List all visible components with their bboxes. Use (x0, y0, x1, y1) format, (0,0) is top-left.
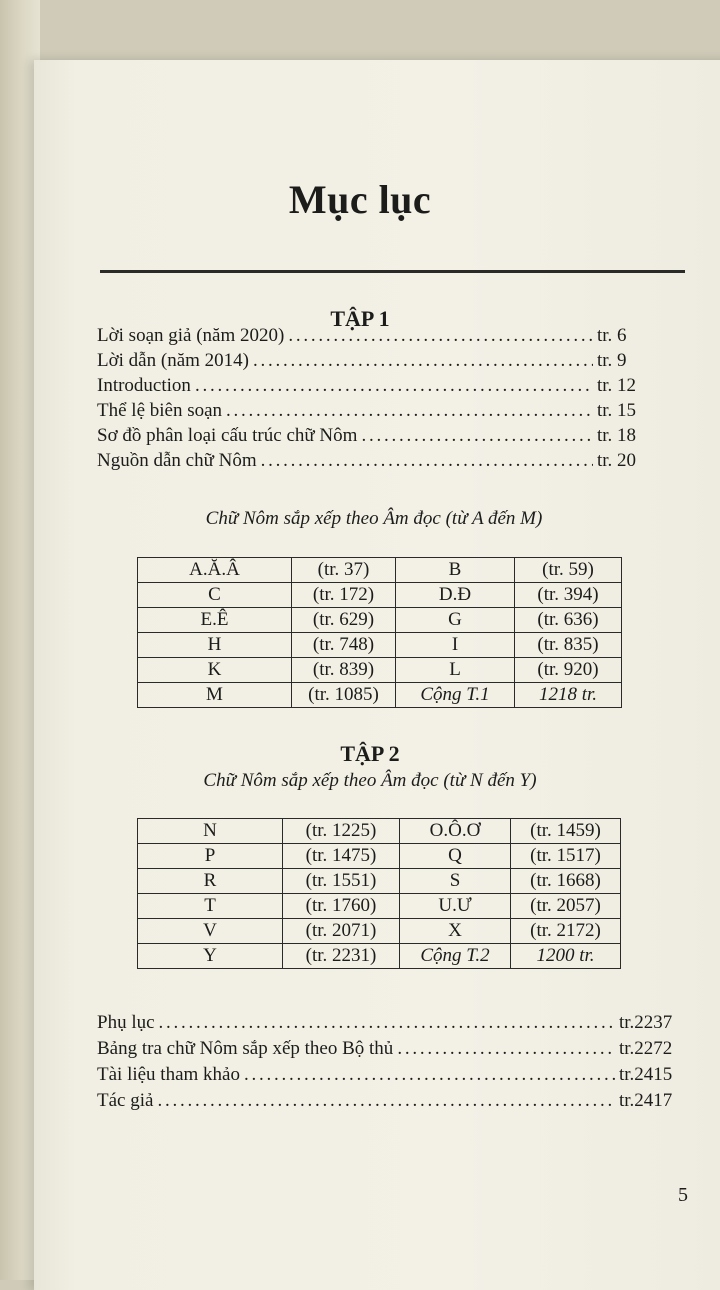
vol1-heading: TẬP 1 (330, 306, 390, 331)
toc-entry (97, 1010, 687, 1036)
toc-entry-label: Introduction (97, 375, 191, 396)
table-cell: I (396, 633, 515, 658)
table-row (138, 919, 621, 944)
toc-leader-dots (157, 1088, 615, 1114)
toc-leader-dots (159, 1010, 615, 1036)
table-cell: Cộng T.2 (400, 944, 511, 969)
toc-entry (97, 1062, 687, 1088)
toc-leader-dots (288, 323, 593, 349)
table-row (138, 894, 621, 919)
toc-entry (97, 1088, 687, 1114)
table-cell: S (400, 869, 511, 894)
toc-entry-label: Tác giả (97, 1090, 154, 1111)
toc-entry-label: Lời dẫn (năm 2014) (97, 350, 249, 371)
table-cell: N (138, 819, 283, 844)
table-cell: (tr. 37) (292, 558, 396, 583)
table-cell: (tr. 839) (292, 658, 396, 683)
table-cell: R (138, 869, 283, 894)
table-row (138, 583, 622, 608)
table-cell: D.Đ (396, 583, 515, 608)
toc-entry-page: tr.2417 (619, 1090, 673, 1111)
table-cell: (tr. 920) (515, 658, 622, 683)
table-cell: P (138, 844, 283, 869)
toc-entry-page: tr. 6 (597, 325, 627, 346)
table-cell: C (138, 583, 292, 608)
table-row (138, 608, 622, 633)
table-cell: (tr. 636) (515, 608, 622, 633)
table-cell: (tr. 2057) (511, 894, 621, 919)
toc-entry-page: tr.2415 (619, 1064, 673, 1085)
toc-entry (97, 373, 657, 399)
toc-entry-label: Nguồn dẫn chữ Nôm (97, 450, 257, 471)
table-cell: G (396, 608, 515, 633)
table-cell: (tr. 172) (292, 583, 396, 608)
table-cell: T (138, 894, 283, 919)
toc-entry-page: tr. 18 (597, 425, 637, 446)
table-cell: Cộng T.1 (396, 683, 515, 708)
toc-leader-dots (226, 398, 593, 424)
table-cell: (tr. 2231) (283, 944, 400, 969)
vol2-heading: TẬP 2 (340, 741, 400, 766)
table-cell: (tr. 1551) (283, 869, 400, 894)
table-row (138, 683, 622, 708)
table-cell: L (396, 658, 515, 683)
table-cell: (tr. 1085) (292, 683, 396, 708)
table-cell: (tr. 394) (515, 583, 622, 608)
toc-leader-dots (244, 1062, 615, 1088)
toc-entry (97, 348, 657, 374)
table-cell: (tr. 1760) (283, 894, 400, 919)
table-cell: X (400, 919, 511, 944)
table-row (138, 819, 621, 844)
vol2-table (137, 818, 621, 969)
table-cell: (tr. 835) (515, 633, 622, 658)
toc-entry-label: Tài liệu tham khảo (97, 1064, 240, 1085)
table-cell: (tr. 1475) (283, 844, 400, 869)
table-cell: A.Ă.Â (138, 558, 292, 583)
table-cell: 1200 tr. (511, 944, 621, 969)
toc-entry (97, 423, 657, 449)
table-cell: (tr. 629) (292, 608, 396, 633)
table-cell: Q (400, 844, 511, 869)
toc-entry-label: Sơ đồ phân loại cấu trúc chữ Nôm (97, 425, 358, 446)
table-cell: (tr. 1668) (511, 869, 621, 894)
table-cell: (tr. 748) (292, 633, 396, 658)
toc-entry-label: Phụ lục (97, 1012, 155, 1033)
table-cell: (tr. 1517) (511, 844, 621, 869)
toc-entry (97, 398, 657, 424)
table-cell: (tr. 59) (515, 558, 622, 583)
toc-entry-page: tr. 12 (597, 375, 637, 396)
toc-entry-page: tr. 9 (597, 350, 627, 371)
table-cell: (tr. 1225) (283, 819, 400, 844)
table-cell: (tr. 1459) (511, 819, 621, 844)
table-row (138, 944, 621, 969)
page-title: Mục lục (288, 177, 432, 222)
toc-leader-dots (397, 1036, 615, 1062)
table-cell: V (138, 919, 283, 944)
table-cell: K (138, 658, 292, 683)
title-rule (100, 270, 685, 273)
toc-entry-label: Bảng tra chữ Nôm sắp xếp theo Bộ thủ (97, 1038, 394, 1059)
table-row (138, 658, 622, 683)
table-cell: (tr. 2071) (283, 919, 400, 944)
vol1-table (137, 557, 622, 708)
table-row (138, 633, 622, 658)
table-cell: E.Ê (138, 608, 292, 633)
table-cell: M (138, 683, 292, 708)
table-cell: (tr. 2172) (511, 919, 621, 944)
table-row (138, 869, 621, 894)
toc-entry (97, 448, 657, 474)
toc-entry (97, 1036, 687, 1062)
toc-entry-page: tr. 20 (597, 450, 637, 471)
toc-leader-dots (261, 448, 593, 474)
toc-entry (97, 323, 657, 349)
toc-entry-label: Lời soạn giả (năm 2020) (97, 325, 285, 346)
toc-entry-label: Thể lệ biên soạn (97, 400, 223, 421)
vol2-subtitle: Chữ Nôm sắp xếp theo Âm đọc (từ N đến Y) (203, 770, 537, 791)
table-cell: H (138, 633, 292, 658)
table-cell: 1218 tr. (515, 683, 622, 708)
vol1-subtitle: Chữ Nôm sắp xếp theo Âm đọc (từ A đến M) (205, 508, 543, 529)
table-row (138, 558, 622, 583)
table-cell: Y (138, 944, 283, 969)
toc-entry-page: tr.2237 (619, 1012, 673, 1033)
toc-leader-dots (361, 423, 593, 449)
toc-entry-page: tr.2272 (619, 1038, 673, 1059)
table-cell: O.Ô.Ơ (400, 819, 511, 844)
table-cell: B (396, 558, 515, 583)
toc-entry-page: tr. 15 (597, 400, 637, 421)
toc-leader-dots (195, 373, 593, 399)
page-number: 5 (678, 1184, 688, 1206)
table-cell: U.Ư (400, 894, 511, 919)
toc-leader-dots (253, 348, 593, 374)
table-row (138, 844, 621, 869)
